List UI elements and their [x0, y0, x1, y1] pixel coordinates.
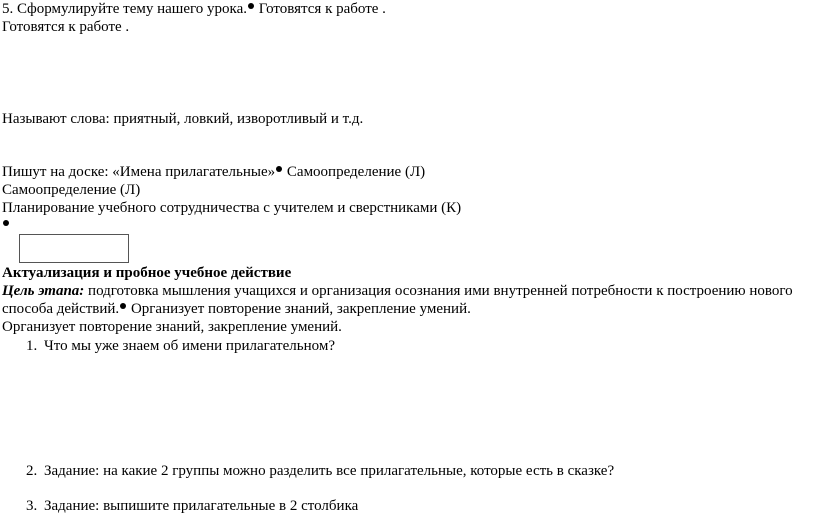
board-text: Пишут на доске: «Имена прилагательные» [2, 164, 276, 180]
self-determination-text: Самоопределение (Л) [283, 164, 426, 180]
line-self-determination [2, 181, 140, 199]
line-board [2, 163, 425, 181]
topic-question: 5. Сформулируйте тему нашего урока. [2, 1, 247, 17]
line-topic [2, 0, 386, 18]
planning-text: Планирование учебного сотрудничества с учителем и сверстниками (К) [2, 200, 462, 216]
bullet-icon [3, 220, 9, 226]
list-item [26, 462, 614, 480]
line-repeat [2, 318, 342, 336]
repeat-text-line: Организует повторение знаний, закрепление умений. [2, 319, 342, 335]
list-item-text: Задание: на какие 2 группы можно разделить все прилагательные, которые есть в сказке? [44, 463, 615, 479]
list-item-number: 2. [26, 463, 38, 479]
line-prepare [2, 18, 129, 36]
line-words [2, 110, 363, 128]
list-item-number: 3. [26, 498, 38, 514]
list-item [26, 497, 358, 515]
empty-frame [19, 234, 129, 263]
goal-text: подготовка мышления учащихся и организация осознания ими внутренней потребности к построению нового [84, 283, 793, 299]
list-item [26, 337, 335, 355]
bullet-icon [120, 303, 126, 309]
line-goal-continued [2, 300, 471, 318]
bullet-icon [248, 3, 254, 9]
list-item-text: Что мы уже знаем об имени прилагательном? [44, 338, 335, 354]
prepare-text-repeat: Готовятся к работе . [2, 19, 130, 35]
goal-text-continued: способа действий. [2, 301, 120, 317]
section-heading [2, 264, 291, 282]
goal-label: Цель этапа: [2, 283, 85, 299]
section-heading-text: Актуализация и пробное учебное действие [2, 265, 292, 281]
list-item-number: 1. [26, 338, 38, 354]
line-lone-bullet [2, 217, 10, 235]
prepare-text: Готовятся к работе . [254, 1, 386, 17]
self-determination-repeat: Самоопределение (Л) [2, 182, 141, 198]
bullet-icon [276, 166, 282, 172]
line-planning [2, 199, 461, 217]
words-text: Называют слова: приятный, ловкий, изворотливый и т.д. [2, 111, 364, 127]
list-item-text: Задание: выпишите прилагательные в 2 столбика [44, 498, 359, 514]
repeat-text: Организует повторение знаний, закрепление умений. [127, 301, 471, 317]
line-goal [2, 282, 793, 300]
